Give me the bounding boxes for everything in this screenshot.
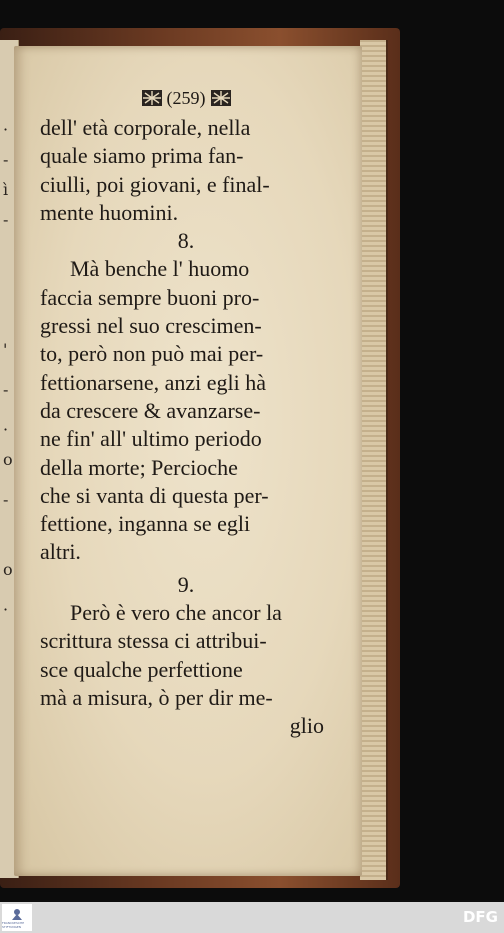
page-number: (259) (166, 88, 206, 108)
text-line: mà a misura, ò per dir me- (40, 684, 273, 710)
text-line: ne fin' all' ultimo periodo (40, 426, 262, 452)
book-page (14, 46, 362, 876)
text-line: fettionarsene, anzi egli hà (40, 369, 267, 395)
text-line: da crescere & avanzarse- (40, 397, 261, 423)
section-number: 9. (177, 571, 195, 597)
page-text (40, 86, 332, 741)
text-line: che si vanta di questa per- (40, 482, 269, 508)
text-line: ciulli, poi giovani, e final- (40, 171, 270, 197)
footer-bar (0, 902, 504, 933)
text-line: quale siamo prima fan- (40, 143, 244, 169)
page-edges (360, 40, 388, 880)
printer-ornament-icon (141, 88, 163, 108)
text-line: fettione, inganna se egli (40, 511, 251, 537)
dfg-logo[interactable]: DFG (462, 908, 498, 926)
page-header (40, 86, 332, 110)
catchword: glio (289, 713, 324, 739)
text-line: mente huomini. (40, 199, 179, 225)
text-line: Mà benche l' huomo (70, 256, 250, 282)
text-line: to, però non può mai per- (40, 341, 264, 367)
previous-page-edge: · - ì - ' - · o - o · (0, 40, 19, 878)
text-line: altri. (40, 539, 81, 565)
institution-emblem-icon (10, 907, 24, 921)
text-line: scrittura stessa ci attribui- (40, 628, 267, 654)
text-line: gressi nel suo crescimen- (40, 313, 262, 339)
section-number: 8. (177, 228, 195, 254)
printer-ornament-icon (210, 88, 232, 108)
text-line: faccia sempre buoni pro- (40, 284, 260, 310)
text-line: Però è vero che ancor la (70, 600, 282, 626)
logo-text: FRANCKESCHE STIFTUNGEN (2, 920, 25, 929)
text-line: dell' età corporale, nella (40, 115, 251, 140)
text-line: della morte; Percioche (40, 454, 238, 480)
text-line: sce qualche perfettione (40, 656, 243, 682)
institution-logo[interactable] (2, 904, 32, 931)
